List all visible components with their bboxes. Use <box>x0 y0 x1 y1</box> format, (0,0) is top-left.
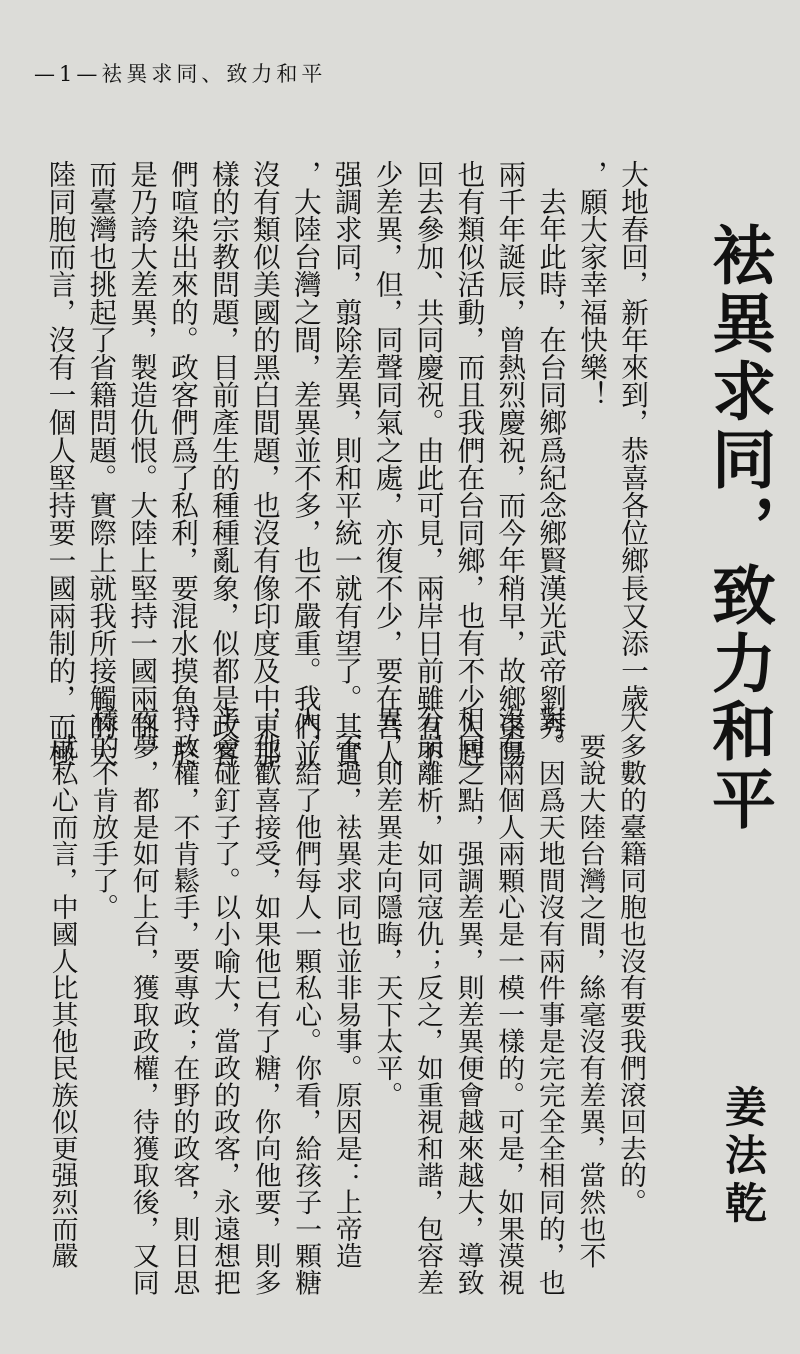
upper-text-column-14: 而臺灣也挑起了省籍問題。實際上就我所接觸的大 <box>84 160 118 768</box>
author-name: 姜法乾 <box>719 1085 768 1229</box>
lower-text-column-3: 對。因爲天地間沒有兩件事是完完全全相同的，也 <box>533 706 565 1296</box>
upper-text-column-3: 去年此時，在台同鄉爲紀念鄉賢漢光武帝劉秀 <box>534 160 568 740</box>
upper-text-column-1: 大地春回，新年來到，恭喜各位鄉長又添一歲 <box>616 160 649 712</box>
upper-text-column-8: 强調求同，翦除差異，則和平統一就有望了。其實 <box>329 160 363 768</box>
upper-text-column-2: ，願大家幸福快樂！ <box>575 160 609 409</box>
lower-text-column-13: 夜夢，都是如何上台，獲取政權，待獲取後，又同 <box>127 706 159 1296</box>
lower-text-column-1: 大多數的臺籍同胞也沒有要我們滾回去的。 <box>615 706 646 1216</box>
lower-text-column-4: 沒有兩個人兩顆心是一模一樣的。可是，如果漠視 <box>493 706 525 1296</box>
upper-text-column-5: 也有類似活動，而且我們在台同鄉，也有不少人趕 <box>452 160 486 768</box>
lower-text-column-8: 不過，袪異求同也並非易事。原因是：上帝造 <box>330 706 362 1269</box>
lower-text-column-2: 要說大陸台灣之間，絲毫沒有差異，當然也不 <box>574 706 606 1269</box>
lower-text-column-7: 異，則差異走向隱晦，天下太平。 <box>371 706 403 1108</box>
lower-text-column-11: 半會碰釘子了。以小喻大，當政的政客，永遠想把 <box>209 706 240 1296</box>
page-header: —1—袪異求同、致力和平 <box>34 62 327 86</box>
upper-text-column-12: 們喧染出來的。政客們爲了私利，要混水摸魚，於 <box>166 160 200 768</box>
upper-text-column-13: 是乃誇大差異，製造仇恨。大陸上堅持一國兩制， <box>125 160 159 768</box>
article-title: 袪異求同，致力和平 <box>701 222 775 834</box>
upper-text-column-11: 樣的宗教問題，目前產生的種種亂象，似都是政客 <box>207 160 240 768</box>
upper-text-column-10: 沒有類似美國的黑白間題，也沒有像印度及中東那 <box>247 160 281 768</box>
lower-text-column-14: 樣的不肯放手了。 <box>87 706 119 921</box>
upper-text-column-15: 陸同胞而言，沒有一個人堅持要一國兩制的，而極 <box>43 160 77 768</box>
lower-text-column-9: 人，給了他們每人一顆私心。你看，給孩子一顆糖 <box>290 706 322 1296</box>
upper-text-column-6: 回去參加、共同慶祝。由此可見，兩岸日前雖有不 <box>411 160 445 768</box>
lower-text-column-12: 持政權，不肯鬆手，要專政；在野的政客，則日思 <box>168 706 200 1296</box>
lower-text-column-10: ，他歡喜接受，如果他已有了糖，你向他要，則多 <box>249 706 281 1296</box>
lower-text-column-6: 分崩離析，如同寇仇；反之，如重視和諧，包容差 <box>412 706 443 1296</box>
upper-text-column-4: 兩千年誕辰，曾熱烈慶祝，而今年稍早，故鄉棗陽 <box>493 160 527 768</box>
upper-text-column-9: ，大陸台灣之間，差異並不多，也不嚴重。我們並 <box>288 160 322 768</box>
lower-text-column-5: 相同之點，强調差異，則差異便會越來越大，導致 <box>452 706 484 1296</box>
lower-text-column-15: 就私心而言，中國人比其他民族似更强烈而嚴 <box>46 706 78 1269</box>
upper-text-column-7: 少差異，但，同聲同氣之處，亦復不少，要在吾人 <box>370 160 404 768</box>
